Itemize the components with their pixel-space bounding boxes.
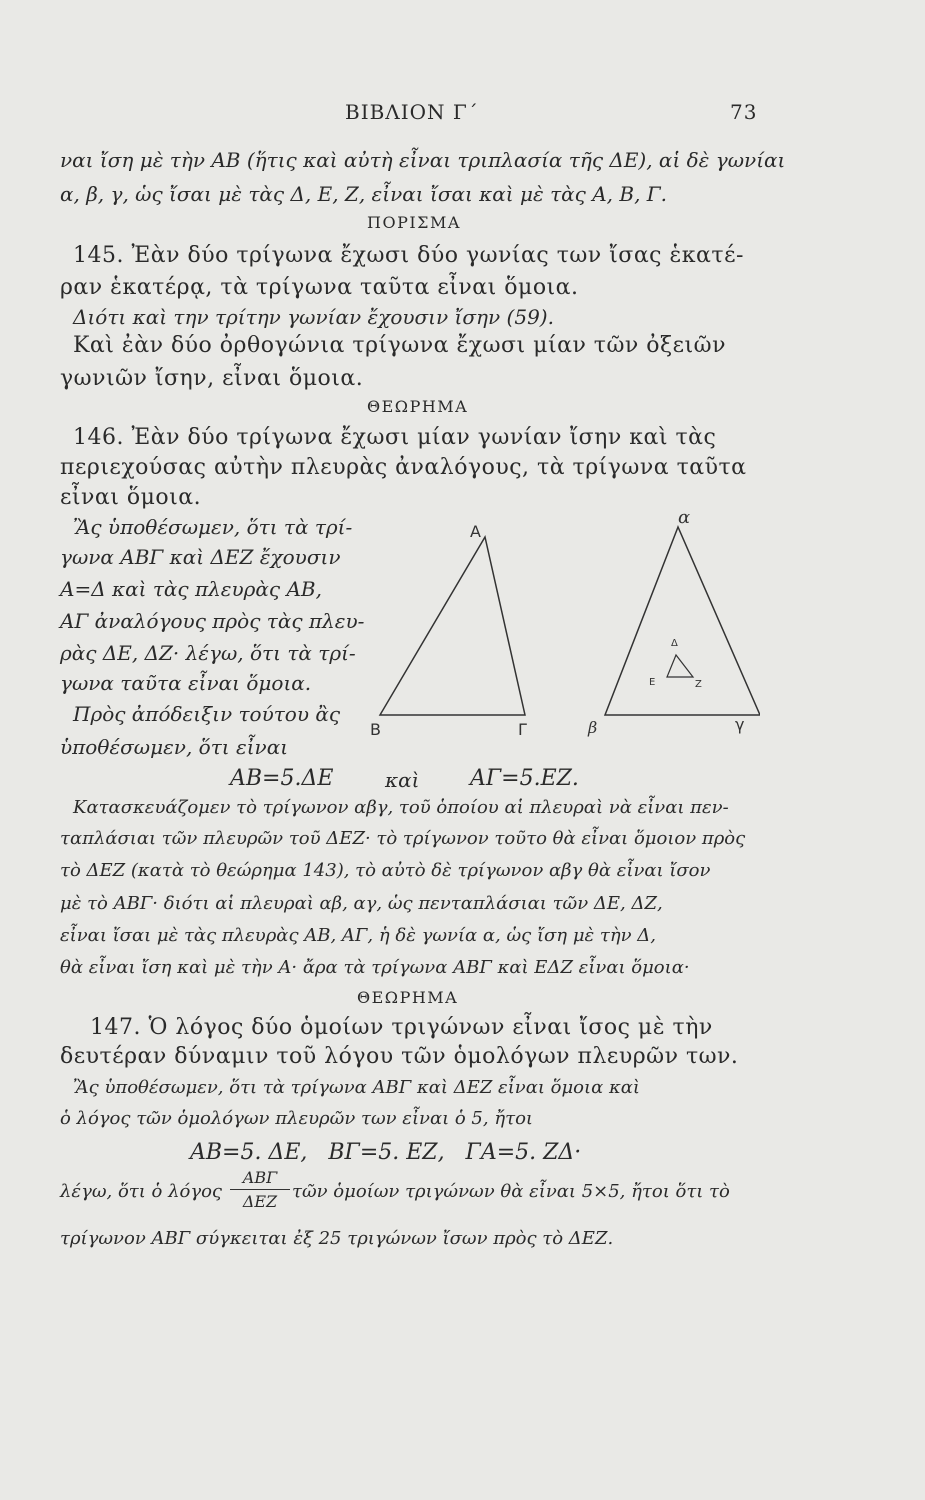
text-line: ὁ λόγος τῶν ὁμολόγων πλευρῶν των εἶναι ὁ 5, ἤτοι: [60, 1108, 533, 1129]
text-line: ναι ἴση μὲ τὴν ΑΒ (ἥτις καὶ αὐτὴ εἶναι τριπλασία τῆς ΔΕ), αἱ δὲ γωνίαι: [60, 148, 786, 172]
fraction-bar: [230, 1189, 290, 1190]
text-line: Α=Δ καὶ τὰς πλευρὰς ΑΒ,: [60, 577, 322, 601]
text-line: ραν ἑκατέρᾳ, τὰ τρίγωνα ταῦτα εἶναι ὅμοια.: [60, 275, 579, 300]
text-line: εἶναι ὅμοια.: [60, 485, 202, 510]
vertex-label-b: Β: [370, 720, 381, 739]
section-heading-theorema: ΘΕΩΡΗΜΑ: [367, 397, 469, 416]
triangle-alpha-beta-gamma: [605, 527, 760, 715]
text-line: γωνα ταῦτα εἶναι ὅμοια.: [60, 671, 312, 695]
section-heading-theorema-2: ΘΕΩΡΗΜΑ: [357, 988, 459, 1007]
text-line: λέγω, ὅτι ὁ λόγος: [60, 1181, 222, 1202]
equation-sides: ΑΒ=5. ΔΕ, ΒΓ=5. ΕΖ, ΓΑ=5. ΖΔ·: [190, 1140, 582, 1165]
vertex-label-alpha: α: [678, 507, 691, 528]
equation-ab: ΑΒ=5.ΔΕ: [230, 766, 334, 791]
vertex-label-d: Δ: [671, 638, 678, 649]
equation-ag: ΑΓ=5.ΕΖ.: [470, 766, 579, 791]
text-line: Καὶ ἐὰν δύο ὀρθογώνια τρίγωνα ἔχωσι μίαν τῶν ὀξειῶν: [73, 333, 726, 358]
page-number: 73: [730, 100, 758, 124]
text-line: θὰ εἶναι ἴση καὶ μὲ τὴν Α· ἄρα τὰ τρίγωνα ΑΒΓ καὶ ΕΔΖ εἶναι ὅμοια·: [60, 957, 690, 978]
vertex-label-e: Ε: [649, 677, 656, 688]
section-heading-porisma: ΠΟΡΙΣΜΑ: [367, 213, 461, 232]
text-line: Πρὸς ἀπόδειξιν τούτου ἂς: [73, 702, 341, 726]
vertex-label-beta: β: [588, 718, 598, 737]
text-line: μὲ τὸ ΑΒΓ· διότι αἱ πλευραὶ αβ, αγ, ὡς πενταπλάσιαι τῶν ΔΕ, ΔΖ,: [60, 893, 663, 914]
text-line: εἶναι ἴσαι μὲ τὰς πλευρὰς ΑΒ, ΑΓ, ἡ δὲ γωνία α, ὡς ἴση μὲ τὴν Δ,: [60, 925, 657, 946]
text-line: Κατασκευάζομεν τὸ τρίγωνον αβγ, τοῦ ὁποίου αἱ πλευραὶ νὰ εἶναι πεν-: [73, 797, 729, 818]
text-line: περιεχούσας αὐτὴν πλευρὰς ἀναλόγους, τὰ τρίγωνα ταῦτα: [60, 455, 747, 480]
text-line: γωνιῶν ἴσην, εἶναι ὅμοια.: [60, 366, 364, 391]
text-line: 145. Ἐὰν δύο τρίγωνα ἔχωσι δύο γωνίας των ἴσας ἑκατέ-: [73, 243, 744, 268]
text-line: Ἂς ὑποθέσωμεν, ὅτι τὰ τρίγωνα ΑΒΓ καὶ ΔΕΖ εἶναι ὅμοια καὶ: [73, 1077, 640, 1098]
vertex-label-g: Γ: [518, 720, 527, 739]
ratio-fraction: [230, 1168, 290, 1211]
text-line: ὑποθέσωμεν, ὅτι εἶναι: [60, 735, 289, 759]
text-line: τὸ ΔΕΖ (κατὰ τὸ θεώρημα 143), τὸ αὐτὸ δὲ τρίγωνον αβγ θὰ εἶναι ἴσον: [60, 860, 711, 881]
vertex-label-z: Ζ: [695, 679, 702, 690]
similar-triangles-figure: [360, 505, 760, 745]
text-line: 146. Ἐὰν δύο τρίγωνα ἔχωσι μίαν γωνίαν ἴσην καὶ τὰς: [73, 425, 717, 450]
equation-conjunction: καὶ: [385, 768, 420, 792]
fraction-numerator: ΑΒΓ: [242, 1168, 278, 1187]
text-line: ταπλάσιαι τῶν πλευρῶν τοῦ ΔΕΖ· τὸ τρίγωνον τοῦτο θὰ εἶναι ὅμοιον πρὸς: [60, 828, 746, 849]
fraction-denominator: ΔΕΖ: [242, 1192, 278, 1211]
text-line: ρὰς ΔΕ, ΔΖ· λέγω, ὅτι τὰ τρί-: [60, 641, 356, 665]
triangle-dez: [667, 655, 693, 677]
text-line: Ἂς ὑποθέσωμεν, ὅτι τὰ τρί-: [73, 515, 353, 539]
vertex-label-gamma: γ: [735, 715, 745, 734]
text-line: α, β, γ, ὡς ἴσαι μὲ τὰς Δ, Ε, Ζ, εἶναι ἴσαι καὶ μὲ τὰς Α, Β, Γ.: [60, 182, 668, 206]
vertex-label-a: Α: [470, 522, 481, 541]
running-header-title: ΒΙΒΛΙΟΝ Γ΄: [345, 100, 479, 124]
text-line: 147. Ὁ λόγος δύο ὁμοίων τριγώνων εἶναι ἴσος μὲ τὴν: [90, 1015, 713, 1040]
text-line: ΑΓ ἀναλόγους πρὸς τὰς πλευ-: [60, 609, 365, 633]
triangle-abg: [380, 537, 525, 715]
text-line: τῶν ὁμοίων τριγώνων θὰ εἶναι 5×5, ἤτοι ὅτι τὸ: [292, 1181, 730, 1202]
text-line: γωνα ΑΒΓ καὶ ΔΕΖ ἔχουσιν: [60, 545, 341, 569]
text-line: δευτέραν δύναμιν τοῦ λόγου τῶν ὁμολόγων πλευρῶν των.: [60, 1044, 739, 1069]
text-line: Διότι καὶ την τρίτην γωνίαν ἔχουσιν ἴσην (59).: [73, 305, 554, 329]
text-line: τρίγωνον ΑΒΓ σύγκειται ἐξ 25 τριγώνων ἴσων πρὸς τὸ ΔΕΖ.: [60, 1228, 614, 1249]
